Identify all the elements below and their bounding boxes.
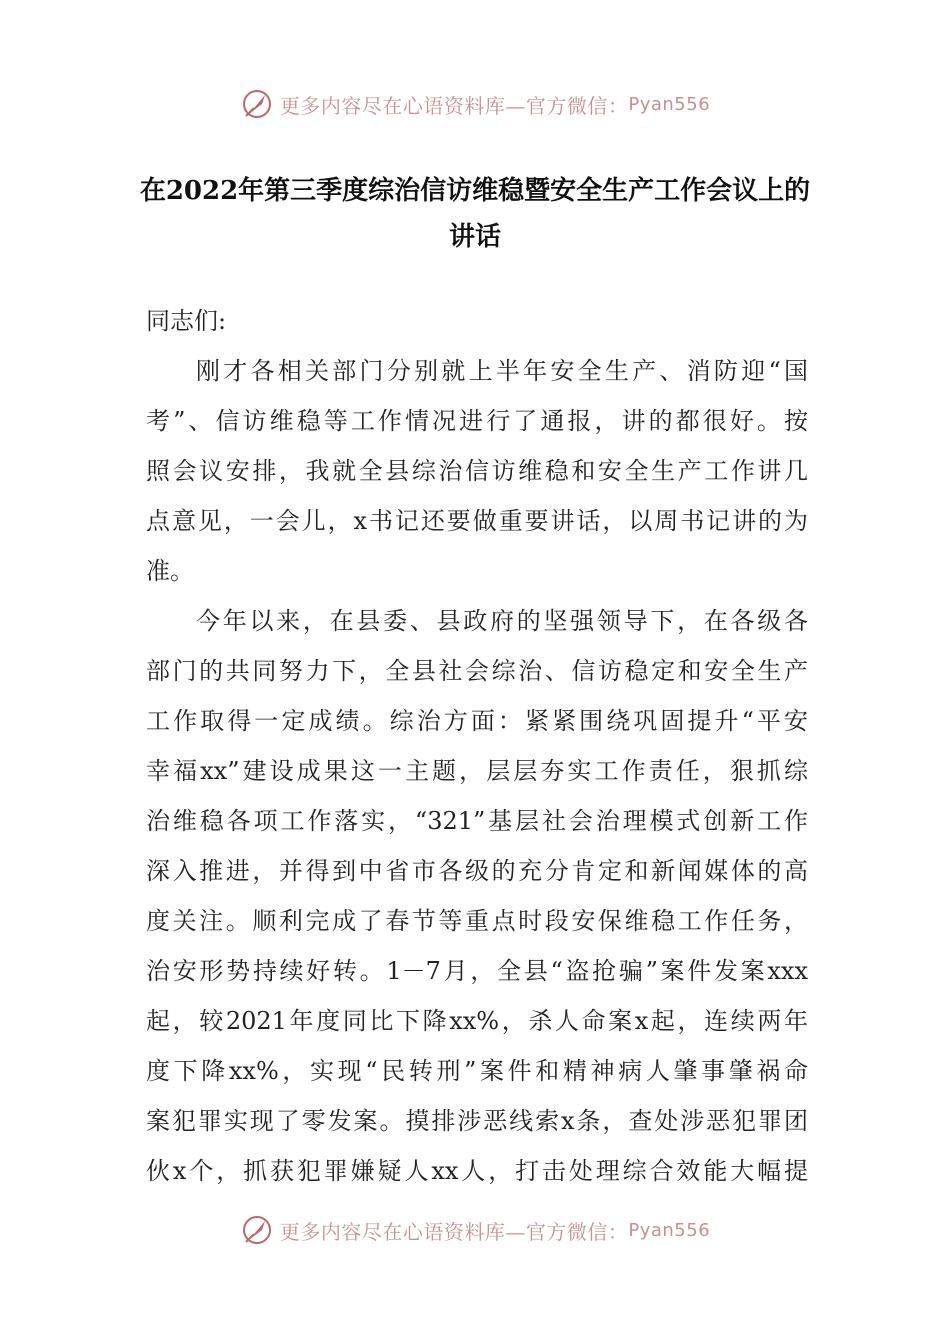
paragraph-2-line: 起，较2021年度同比下降xx%，杀人命案x起，连续两年	[146, 1007, 808, 1035]
paragraph-2-line: 今年以来，在县委、县政府的坚强领导下，在各级各	[196, 607, 808, 635]
paragraph-2-line: 度下降xx%，实现“民转刑”案件和精神病人肇事肇祸命	[146, 1057, 808, 1085]
paragraph-1-line: 点意见，一会儿，x书记还要做重要讲话，以周书记讲的为	[146, 507, 808, 535]
paragraph-2-line: 案犯罪实现了零发案。摸排涉恶线索x条，查处涉恶犯罪团	[146, 1107, 808, 1135]
footer-banner-text: 更多内容尽在心语资料库—	[279, 1219, 526, 1244]
salutation: 同志们:	[146, 307, 227, 335]
paragraph-1-line: 准。	[146, 557, 194, 585]
paragraph-1	[146, 346, 808, 596]
paragraph-2-line: 工作取得一定成绩。综治方面：紧紧围绕巩固提升“平安	[146, 707, 808, 735]
title-line-2: 讲话	[448, 222, 501, 252]
footer-banner	[0, 1210, 950, 1250]
paragraph-2-line: 度关注。顺利完成了春节等重点时段安保维稳工作任务，	[146, 907, 808, 935]
paragraph-2-line: 治维稳各项工作落实，“321”基层社会治理模式创新工作	[146, 807, 808, 835]
quill-logo-icon	[240, 87, 274, 121]
document-body	[146, 296, 808, 1196]
quill-logo-icon	[240, 1213, 274, 1247]
header-wechat-label: 官方微信：	[525, 93, 629, 118]
paragraph-2-line: 幸福xx”建设成果这一主题，层层夯实工作责任，狠抓综	[146, 757, 808, 785]
header-wechat-id: Pyan556	[628, 93, 711, 115]
paragraph-2-line: 部门的共同努力下，全县社会综治、信访稳定和安全生产	[146, 657, 808, 685]
paragraph-2-line: 深入推进，并得到中省市各级的充分肯定和新闻媒体的高	[146, 857, 808, 885]
document-title	[110, 168, 840, 260]
header-banner-text: 更多内容尽在心语资料库—	[279, 93, 526, 118]
paragraph-2	[146, 596, 808, 1196]
title-line-1: 在2022年第三季度综治信访维稳暨安全生产工作会议上的	[139, 176, 811, 206]
header-banner	[0, 84, 950, 124]
paragraph-1-line: 照会议安排，我就全县综治信访维稳和安全生产工作讲几	[146, 457, 808, 485]
paragraph-2-line: 治安形势持续好转。1－7月，全县“盗抢骗”案件发案xxx	[146, 957, 808, 985]
paragraph-2-line: 伙x个，抓获犯罪嫌疑人xx人，打击处理综合效能大幅提	[146, 1157, 808, 1185]
footer-wechat-label: 官方微信：	[525, 1219, 629, 1244]
footer-wechat-id: Pyan556	[628, 1219, 711, 1241]
paragraph-1-line: 刚才各相关部门分别就上半年安全生产、消防迎“国	[196, 357, 808, 385]
paragraph-1-line: 考”、信访维稳等工作情况进行了通报，讲的都很好。按	[146, 407, 808, 435]
